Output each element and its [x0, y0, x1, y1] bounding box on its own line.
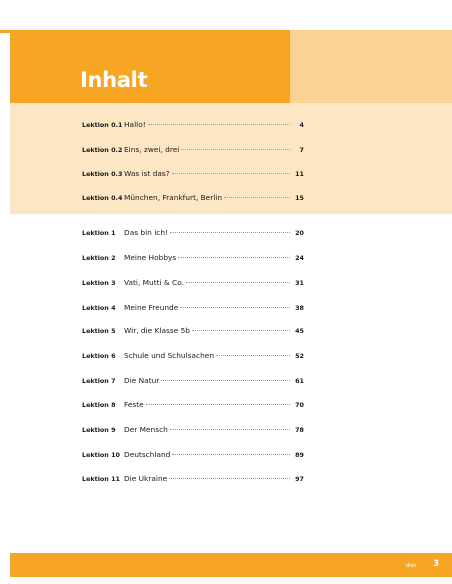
- toc-row-lektion-2[interactable]: [82, 253, 304, 267]
- lesson-number: Lektion 7: [82, 377, 116, 385]
- lesson-number: Lektion 1: [82, 229, 116, 237]
- footer-bar: [10, 553, 452, 577]
- lesson-page: 45: [295, 327, 304, 335]
- lesson-page: 7: [299, 146, 304, 154]
- lesson-number: Lektion 5: [82, 327, 116, 335]
- lesson-number: Lektion 0.2: [82, 146, 123, 154]
- footer-page-number: 3: [433, 559, 439, 569]
- header-accent-strip: [0, 30, 10, 33]
- toc-row-lektion-3[interactable]: [82, 278, 304, 292]
- toc-row-lektion-0-1[interactable]: [82, 120, 304, 134]
- lesson-number: Lektion 0.1: [82, 121, 123, 129]
- toc-row-lektion-0-3[interactable]: [82, 169, 304, 183]
- lesson-title: Eins, zwei, drei: [124, 145, 180, 154]
- lesson-number: Lektion 3: [82, 279, 116, 287]
- lesson-page: 24: [295, 254, 304, 262]
- lesson-page: 61: [295, 377, 304, 385]
- header-side-panel: [290, 30, 452, 103]
- leader-dots: [181, 149, 290, 150]
- leader-dots: [172, 173, 290, 174]
- lesson-page: 31: [295, 279, 304, 287]
- lesson-title: Schule und Schulsachen: [124, 351, 215, 360]
- lesson-page: 78: [295, 426, 304, 434]
- toc-row-lektion-0-4[interactable]: [82, 193, 304, 207]
- toc-row-lektion-9[interactable]: [82, 425, 304, 439]
- leader-dots: [192, 330, 290, 331]
- leader-dots: [216, 355, 290, 356]
- lesson-number: Lektion 6: [82, 352, 116, 360]
- lesson-title: Was ist das?: [124, 169, 170, 178]
- lesson-number: Lektion 9: [82, 426, 116, 434]
- leader-dots: [172, 454, 290, 455]
- lesson-title: Meine Hobbys: [124, 253, 177, 262]
- toc-row-lektion-0-2[interactable]: [82, 145, 304, 159]
- lesson-number: Lektion 0.4: [82, 194, 123, 202]
- lesson-number: Lektion 11: [82, 475, 120, 483]
- lesson-title: Vati, Mutti & Co.: [124, 278, 184, 287]
- lesson-page: 70: [295, 401, 304, 409]
- lesson-title: Die Ukraine: [124, 474, 168, 483]
- lesson-title: Deutschland: [124, 450, 171, 459]
- leader-dots: [148, 124, 290, 125]
- lesson-number: Lektion 10: [82, 451, 120, 459]
- lesson-title: Das bin ich!: [124, 228, 168, 237]
- header-bar: [10, 30, 290, 103]
- leader-dots: [224, 197, 290, 198]
- leader-dots: [161, 380, 290, 381]
- lesson-page: 38: [295, 304, 304, 312]
- toc-row-lektion-11[interactable]: [82, 474, 304, 488]
- toc-row-lektion-4[interactable]: [82, 303, 304, 317]
- lesson-title: Wir, die Klasse 5b: [124, 326, 190, 335]
- lesson-page: 15: [295, 194, 304, 202]
- page-title: Inhalt: [80, 68, 148, 92]
- toc-row-lektion-7[interactable]: [82, 376, 304, 390]
- toc-row-lektion-10[interactable]: [82, 450, 304, 464]
- leader-dots: [178, 257, 290, 258]
- lesson-number: Lektion 2: [82, 254, 116, 262]
- lesson-title: Meine Freunde: [124, 303, 179, 312]
- lesson-number: Lektion 4: [82, 304, 116, 312]
- lesson-title: München, Frankfurt, Berlin: [124, 193, 223, 202]
- lesson-page: 89: [295, 451, 304, 459]
- toc-row-lektion-8[interactable]: [82, 400, 304, 414]
- lesson-title: Feste: [124, 400, 144, 409]
- lesson-title: Die Natur: [124, 376, 160, 385]
- leader-dots: [169, 478, 290, 479]
- leader-dots: [146, 404, 290, 405]
- leader-dots: [170, 232, 290, 233]
- lesson-page: 20: [295, 229, 304, 237]
- lesson-page: 97: [295, 475, 304, 483]
- lesson-page: 52: [295, 352, 304, 360]
- leader-dots: [180, 307, 290, 308]
- lesson-title: Der Mensch: [124, 425, 168, 434]
- lesson-page: 11: [295, 170, 304, 178]
- lesson-number: Lektion 0.3: [82, 170, 123, 178]
- lesson-title: Hallo!: [124, 120, 146, 129]
- toc-row-lektion-5[interactable]: [82, 326, 304, 340]
- lesson-page: 4: [299, 121, 304, 129]
- footer-page-word: drei: [405, 563, 416, 569]
- toc-row-lektion-1[interactable]: [82, 228, 304, 242]
- toc-row-lektion-6[interactable]: [82, 351, 304, 365]
- leader-dots: [170, 429, 290, 430]
- lesson-number: Lektion 8: [82, 401, 116, 409]
- leader-dots: [186, 282, 290, 283]
